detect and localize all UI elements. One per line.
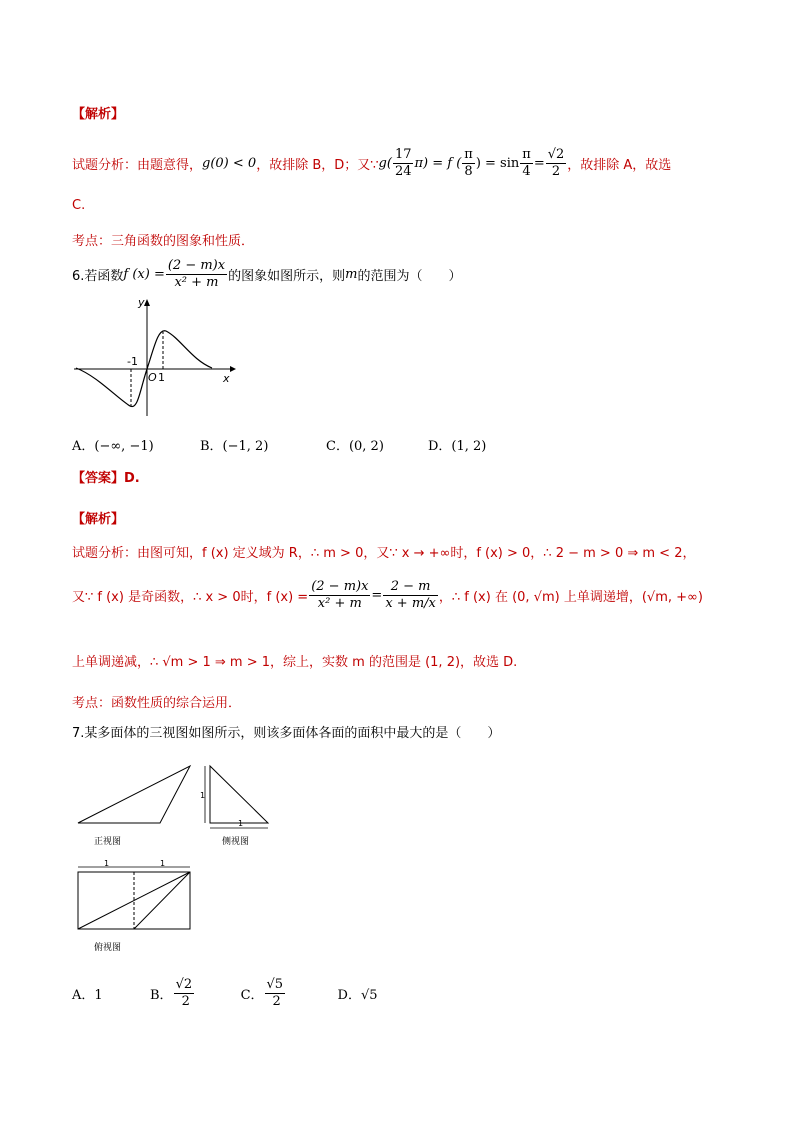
q6-analysis-line-2 bbox=[72, 568, 703, 622]
analysis-text-end: ，故排除 A，故选 bbox=[567, 157, 672, 173]
y-label: y bbox=[138, 296, 145, 309]
top-view-diagonal-2 bbox=[134, 872, 190, 929]
equals: = bbox=[533, 155, 545, 171]
q6-option-b[interactable]: B．(−1, 2) bbox=[200, 439, 269, 454]
q6-a2-equals: = bbox=[371, 587, 383, 603]
q6-text-end: 的范围为（ ） bbox=[357, 268, 462, 284]
q7-option-c-label[interactable]: C． bbox=[240, 987, 264, 1003]
fraction-pi-4: $\frac{\pi}{4}$ bbox=[522, 146, 531, 179]
q7-option-a[interactable]: A．1 bbox=[72, 987, 103, 1003]
front-view-label: 正视图 bbox=[94, 837, 122, 847]
q6-analysis-line-3: 上单调递减，∴ √m > 1 ⇒ m > 1，综上，实数 m 的范围是 (1, 2)，故选 D. bbox=[72, 655, 518, 670]
q7-option-c-value: $\frac{√5}{2}$ bbox=[266, 976, 284, 1009]
sin-expr: ) = sin bbox=[475, 155, 520, 171]
x-label: x bbox=[223, 372, 230, 385]
side-dim-h-label: 1 bbox=[238, 819, 244, 828]
q6-m: m bbox=[345, 266, 358, 282]
q6-option-c[interactable]: C．(0, 2) bbox=[326, 439, 384, 454]
q7-three-views bbox=[72, 760, 282, 960]
side-view-shape bbox=[210, 766, 268, 823]
q6-a2-text: 又∵ f (x) 是奇函数，∴ x > 0时，f (x) = bbox=[72, 589, 309, 605]
q6-a2-fraction-2: $\frac{2 - m}{x + m/x}$ bbox=[385, 578, 436, 611]
kaodian-2: 考点：函数性质的综合运用． bbox=[72, 696, 242, 711]
kaodian-1: 考点：三角函数的图象和性质． bbox=[72, 234, 255, 249]
g-expr: g( bbox=[378, 155, 392, 171]
condition: g(0) < 0 bbox=[202, 155, 257, 171]
analysis-line-1 bbox=[72, 146, 671, 180]
q6-answer: 【答案】D. bbox=[72, 471, 140, 486]
analysis-tag: 【解析】 bbox=[72, 107, 125, 122]
question-7-stem: 7.某多面体的三视图如图所示，则该多面体各面的面积中最大的是（ ） bbox=[72, 726, 501, 741]
top-dim-label-2: 1 bbox=[160, 859, 166, 868]
q6-function-graph bbox=[72, 294, 242, 420]
q7-option-b-label[interactable]: B． bbox=[150, 987, 173, 1003]
analysis-label: 试题分析：由题意得， bbox=[72, 157, 203, 173]
q6-analysis-tag: 【解析】 bbox=[72, 512, 125, 527]
q7-option-b-value: $\frac{√2}{2}$ bbox=[175, 976, 193, 1009]
fraction-sqrt2-2: $\frac{√2}{2}$ bbox=[547, 146, 565, 179]
y-axis-arrow bbox=[144, 299, 150, 306]
origin-label: O bbox=[148, 371, 157, 384]
q6-text: 的图象如图所示，则 bbox=[228, 268, 346, 284]
question-6-stem bbox=[72, 256, 461, 292]
neg1-label: -1 bbox=[127, 355, 138, 368]
side-view-label: 侧视图 bbox=[222, 837, 250, 847]
q6-option-d[interactable]: D．(1, 2) bbox=[428, 439, 487, 454]
fraction-17-24: $\frac{17}{24}$ bbox=[394, 146, 412, 179]
x-axis-arrow bbox=[230, 366, 236, 372]
q6-number: 6.若函数 bbox=[72, 268, 124, 284]
one-label: 1 bbox=[158, 371, 165, 384]
q6-a2-fraction-1: $\frac{(2 - m)x}{\text{x² + m}}$ bbox=[311, 578, 369, 611]
top-dim-label-1: 1 bbox=[104, 859, 110, 868]
fraction-pi-8: $\frac{\pi}{8}$ bbox=[464, 146, 473, 179]
analysis-line-2: C. bbox=[72, 198, 86, 213]
q6-fx: f (x) = bbox=[123, 266, 165, 282]
side-dim-v-label: 1 bbox=[200, 791, 206, 800]
q6-a2-text-end: ，∴ f (x) 在 (0, √m) 上单调递增，(√m, +∞) bbox=[438, 589, 703, 605]
q7-options bbox=[72, 972, 378, 1014]
q7-option-d[interactable]: D．√5 bbox=[337, 987, 378, 1003]
analysis-text: ，故排除 B，D；又∵ bbox=[256, 157, 379, 173]
q6-fraction: $\frac{(2 - m)x}{\text{x² + m}}$ bbox=[167, 257, 226, 290]
front-view-shape bbox=[78, 766, 190, 823]
top-view-label: 俯视图 bbox=[94, 943, 122, 953]
f-expr: π) = f ( bbox=[414, 155, 462, 171]
q6-analysis-line-1: 试题分析：由图可知，f (x) 定义域为 R，∴ m > 0，又∵ x → +∞时，f (x) > 0，∴ 2 − m > 0 ⇒ m < 2， bbox=[72, 546, 696, 561]
q6-option-a[interactable]: A．(−∞, −1) bbox=[72, 439, 154, 454]
top-view-diagonal-1 bbox=[78, 872, 190, 929]
